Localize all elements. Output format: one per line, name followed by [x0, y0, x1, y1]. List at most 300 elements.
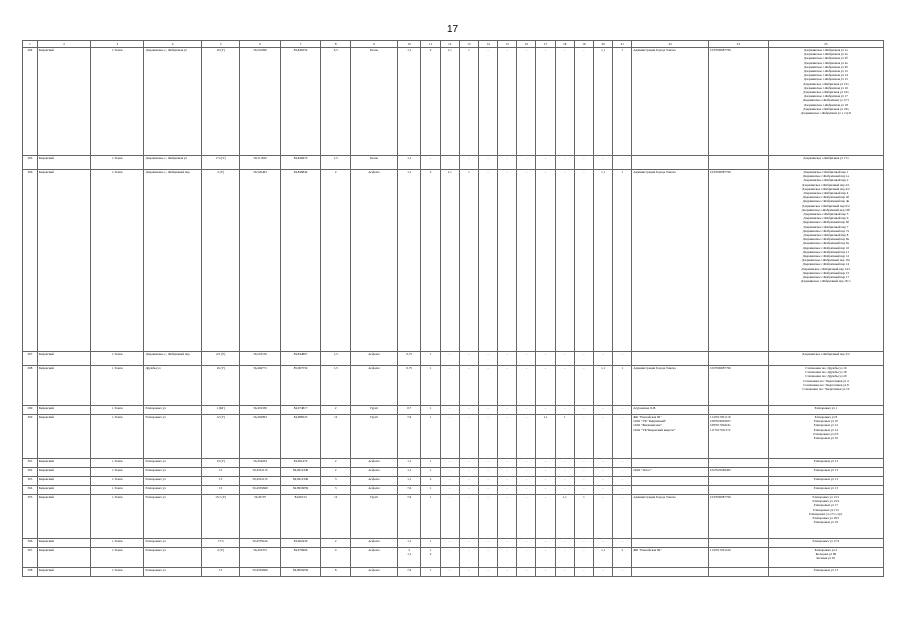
cell-text: 296	[27, 170, 33, 174]
cell-text: 7,6	[407, 486, 412, 490]
cell-text: 297	[27, 352, 33, 356]
cell-text: -	[506, 495, 508, 499]
table-cell	[240, 477, 280, 486]
cell-text: 1,5	[333, 156, 338, 160]
row-number-cell	[23, 539, 38, 548]
table-cell	[536, 568, 555, 577]
cell-text: -	[449, 459, 451, 463]
cell-text: 84,844807	[293, 352, 308, 356]
table-cell	[144, 568, 202, 577]
table-cell	[459, 568, 478, 577]
table-cell	[498, 539, 517, 548]
cell-text: 1	[429, 539, 432, 543]
cell-line: Кочевая ул 81	[816, 556, 836, 561]
table-cell	[351, 539, 398, 548]
cell-text: 1	[429, 568, 432, 572]
cell-text: 1,1	[562, 495, 567, 499]
cell-text: 56,456993	[253, 415, 267, 419]
address-list-cell	[768, 495, 883, 539]
cell-text: -	[545, 366, 547, 370]
column-header: 23	[709, 41, 769, 48]
table-cell	[632, 366, 709, 406]
table-cell	[37, 48, 90, 156]
table-cell	[321, 415, 351, 459]
table-cell	[440, 495, 459, 539]
table-cell	[632, 495, 709, 539]
table-cell	[613, 170, 632, 352]
table-cell	[555, 156, 574, 170]
table-cell	[201, 568, 239, 577]
cell-text: -	[525, 495, 527, 499]
table-cell	[440, 568, 459, 577]
cell-text: Асфальт	[368, 548, 380, 552]
table-cell	[240, 352, 280, 366]
table-row	[23, 156, 884, 170]
cell-text: -	[525, 170, 527, 174]
table-cell	[280, 352, 320, 366]
cell-text: -	[564, 477, 566, 481]
table-cell	[440, 486, 459, 495]
column-number-row	[23, 41, 884, 48]
cell-text: 56,520463	[253, 170, 267, 174]
cell-line: Елизаровых ул 17	[813, 503, 838, 508]
cell-text: -	[449, 568, 451, 572]
cell-text: Кировский	[38, 548, 54, 552]
table-cell	[632, 548, 709, 568]
cell-text: -	[487, 548, 489, 552]
table-cell	[37, 406, 90, 415]
cell-text: 1	[429, 468, 432, 472]
cell-text: -	[602, 459, 604, 463]
cell-line: Дзержинское с.Фабричная ул 15а	[803, 81, 849, 86]
table-cell	[613, 48, 632, 156]
table-cell	[144, 495, 202, 539]
table-cell	[280, 486, 320, 495]
cell-text: -	[564, 156, 566, 160]
cell-line: Дзержинское с.Фабричный пер 2/1	[802, 182, 850, 187]
table-cell	[536, 468, 555, 477]
table-row	[23, 352, 884, 366]
table-cell	[280, 495, 320, 539]
table-cell	[398, 495, 421, 539]
cell-line: Елизаровых ул 2	[814, 548, 838, 552]
cell-text: -	[468, 495, 470, 499]
cell-text: -	[525, 539, 527, 543]
cell-line: Дзержинское с.Фабричный пер 7а	[802, 228, 850, 233]
cell-text: -	[487, 406, 489, 410]
table-cell	[593, 477, 612, 486]
cell-text: -	[545, 477, 547, 481]
table-cell	[421, 477, 440, 486]
cell-text: 1,1	[601, 170, 606, 174]
table-cell	[351, 459, 398, 468]
cell-text: Кировский	[38, 352, 54, 356]
table-cell	[37, 415, 90, 459]
column-header: 4	[144, 41, 202, 48]
cell-text: -	[506, 468, 508, 472]
cell-line: Елизаровых ул 15/2	[812, 499, 840, 504]
cell-text: -	[583, 548, 585, 552]
table-cell	[321, 568, 351, 577]
cell-text: 1	[468, 48, 470, 52]
cell-text: -	[468, 406, 470, 410]
table-cell	[201, 495, 239, 539]
cell-text: 84,96313	[294, 495, 307, 499]
table-cell	[398, 486, 421, 495]
cell-line: Дзержинское с.Фабричная ул 4а	[804, 60, 848, 65]
cell-text: -	[468, 468, 470, 472]
register-table	[22, 40, 884, 577]
cell-text: -	[525, 468, 527, 472]
cell-line: Елизаровых ул 19	[813, 520, 838, 525]
table-cell	[421, 495, 440, 539]
address-list-cell	[768, 468, 883, 477]
cell-text: -	[449, 366, 451, 370]
table-cell	[280, 459, 320, 468]
cell-line: Дзержинское с.Фабричная ул 18а	[803, 106, 849, 111]
table-cell	[459, 477, 478, 486]
table-cell	[613, 486, 632, 495]
cell-line: Дзержинское с.Фабричный пер 10б	[801, 207, 850, 212]
table-cell	[459, 459, 478, 468]
cell-text: 298	[27, 366, 33, 370]
cell-text: -	[449, 352, 451, 356]
column-header: 2	[37, 41, 90, 48]
table-cell	[593, 156, 612, 170]
cell-text: 2	[334, 170, 337, 174]
cell-text: -	[468, 477, 470, 481]
table-cell	[478, 352, 497, 366]
table-cell	[321, 495, 351, 539]
row-number-cell	[23, 156, 38, 170]
cell-line: Дзержинское с.Фабричная ул 12	[803, 69, 848, 74]
cell-text: Асфальт	[368, 468, 380, 472]
table-cell	[144, 352, 202, 366]
table-cell	[201, 486, 239, 495]
table-cell	[421, 170, 440, 352]
table-cell	[240, 459, 280, 468]
cell-text: -	[429, 156, 432, 160]
table-cell	[280, 48, 320, 156]
cell-line: Елизаровых ул 18/1	[812, 516, 840, 521]
table-cell	[593, 548, 612, 568]
table-cell	[593, 366, 612, 406]
table-cell	[478, 468, 497, 477]
cell-text: 1	[429, 366, 432, 370]
table-cell	[613, 539, 632, 548]
table-cell	[144, 468, 202, 477]
table-cell	[37, 495, 90, 539]
table-cell	[709, 352, 769, 366]
table-cell	[498, 548, 517, 568]
address-list-cell	[768, 477, 883, 486]
cell-text: 84,8956059	[292, 486, 309, 490]
row-number-cell	[23, 459, 38, 468]
cell-text: Елизаровых ул	[145, 459, 166, 463]
table-cell	[555, 548, 574, 568]
table-cell	[517, 352, 536, 366]
cell-text: -	[449, 477, 451, 481]
column-header: 22	[632, 41, 709, 48]
table-row	[23, 568, 884, 577]
row-number-cell	[23, 48, 38, 156]
table-cell	[91, 352, 144, 366]
address-list-cell	[768, 548, 883, 568]
table-cell	[144, 477, 202, 486]
cell-text: 1147017021416	[710, 548, 731, 552]
cell-text: г. Томск	[111, 352, 123, 356]
table-cell	[632, 156, 709, 170]
table-cell	[517, 459, 536, 468]
cell-line: Дзержинское с.Фабричный пер 18 /1	[800, 279, 851, 284]
table-cell	[280, 415, 320, 459]
table-cell	[613, 477, 632, 486]
cell-text: 2	[429, 477, 432, 481]
table-cell	[574, 568, 593, 577]
row-number-cell	[23, 415, 38, 459]
table-cell	[593, 568, 612, 577]
table-cell	[440, 459, 459, 468]
cell-text: 1,1	[407, 552, 412, 557]
table-cell	[478, 459, 497, 468]
cell-line: Елизаровых ул 12	[813, 423, 838, 428]
table-cell	[555, 459, 574, 468]
cell-text: Елизаровых ул	[145, 539, 166, 543]
table-cell	[91, 459, 144, 468]
cell-text: 306	[27, 539, 33, 543]
cell-text: г. Томск	[111, 415, 123, 419]
cell-text: 1027025048465	[710, 468, 731, 472]
cell-line: Дзержинское с.Фабричный пер 4в	[802, 199, 850, 204]
cell-text: 56,4561113	[252, 468, 268, 472]
cell-text: -	[545, 170, 547, 174]
cell-text: 1,1	[407, 170, 412, 174]
table-cell	[478, 568, 497, 577]
address-list-cell	[768, 486, 883, 495]
cell-text: 1	[429, 406, 432, 410]
cell-text: -	[602, 477, 604, 481]
cell-line: 1117017011572	[710, 427, 731, 432]
cell-text: Бетон	[370, 48, 379, 52]
table-cell	[201, 548, 239, 568]
table-cell	[555, 48, 574, 156]
cell-line: Дзержинское с.Фабричная ул 15	[803, 77, 848, 82]
table-cell	[574, 352, 593, 366]
cell-line: Дзержинское с.Фабричный пер 8	[803, 233, 849, 238]
table-cell	[91, 415, 144, 459]
table-cell	[517, 548, 536, 568]
table-cell	[421, 415, 440, 459]
cell-text: Асфальт	[368, 459, 380, 463]
table-cell	[37, 477, 90, 486]
cell-text: 1,1	[447, 170, 452, 174]
cell-text: -	[545, 539, 547, 543]
cell-text: Кировский	[38, 170, 54, 174]
cell-text: 2	[429, 552, 432, 557]
cell-text: 1	[621, 48, 624, 52]
cell-text: Кировский	[38, 406, 54, 410]
cell-text: -	[545, 495, 547, 499]
table-cell	[351, 568, 398, 577]
cell-text: -	[545, 548, 547, 552]
table-cell	[421, 156, 440, 170]
table-cell	[144, 48, 202, 156]
cell-line: Степановка пос Дружбы ул 18	[805, 370, 847, 375]
cell-text: 84,976966	[293, 548, 308, 552]
cell-text: -	[487, 539, 489, 543]
cell-text: -	[449, 406, 451, 410]
cell-line: Дзержинское с.Фабричный пер 10	[802, 245, 850, 250]
table-cell	[536, 548, 555, 568]
table-cell	[37, 352, 90, 366]
table-cell	[398, 352, 421, 366]
cell-text: Дзержинское с., Фабричная ул	[145, 48, 187, 52]
table-body	[23, 48, 884, 577]
cell-text: -	[583, 477, 585, 481]
cell-text: -	[487, 352, 489, 356]
table-cell	[632, 352, 709, 366]
table-cell	[459, 156, 478, 170]
cell-text: Кировский	[38, 415, 54, 419]
table-cell	[517, 406, 536, 415]
cell-text: 12	[334, 495, 338, 499]
table-cell	[478, 477, 497, 486]
table-cell	[709, 568, 769, 577]
table-cell	[498, 495, 517, 539]
table-cell	[321, 468, 351, 477]
cell-text: Кировский	[38, 539, 54, 543]
table-cell	[574, 48, 593, 156]
cell-text: Бетон	[370, 156, 379, 160]
cell-text: 1,1	[407, 539, 412, 543]
table-cell	[421, 459, 440, 468]
table-cell	[536, 352, 555, 366]
table-cell	[593, 468, 612, 477]
cell-text: -	[525, 459, 527, 463]
cell-text: 15/1 (У)	[215, 495, 227, 499]
cell-text: 1	[583, 495, 585, 499]
table-cell	[613, 156, 632, 170]
cell-text: -	[506, 366, 508, 370]
table-row	[23, 415, 884, 459]
table-cell	[398, 366, 421, 406]
cell-text: 84,962439	[293, 539, 308, 543]
cell-text: -	[583, 486, 585, 490]
table-cell	[478, 366, 497, 406]
cell-text: -	[545, 568, 547, 572]
cell-text: -	[487, 156, 489, 160]
cell-text: -	[506, 568, 508, 572]
table-cell	[144, 415, 202, 459]
table-cell	[421, 539, 440, 548]
table-cell	[351, 48, 398, 156]
cell-text: 1037000087706	[710, 170, 731, 174]
cell-line: Дзержинское с.Фабричная ул 16а	[803, 90, 849, 95]
column-header: 21	[613, 41, 632, 48]
address-list-cell	[768, 459, 883, 468]
table-cell	[517, 366, 536, 406]
table-cell	[613, 352, 632, 366]
table-cell	[144, 539, 202, 548]
cell-line: Степановка пос Энергетиков ул 4	[803, 378, 849, 383]
table-cell	[459, 170, 478, 352]
table-cell	[574, 406, 593, 415]
cell-text: 84,846552	[293, 48, 308, 52]
table-cell	[37, 539, 90, 548]
table-row	[23, 406, 884, 415]
column-header: 14	[478, 41, 497, 48]
cell-text: -	[564, 539, 566, 543]
table-cell	[613, 366, 632, 406]
cell-text: -	[449, 539, 451, 543]
table-cell	[555, 539, 574, 548]
cell-text: -	[506, 170, 508, 174]
cell-text: 84,9012349	[292, 468, 309, 472]
cell-line: Дзержинское с.Фабричный пер 1	[803, 170, 849, 174]
cell-text: -	[468, 548, 470, 552]
cell-line: Дзержинское с.Фабричная ул 4б	[803, 64, 848, 69]
table-cell	[632, 406, 709, 415]
table-cell	[459, 366, 478, 406]
row-number-cell	[23, 366, 38, 406]
cell-text: Дзержинское с., Фабричная ул	[145, 156, 187, 160]
cell-text: -	[583, 459, 585, 463]
column-header: 17	[536, 41, 555, 48]
cell-text: -	[468, 366, 470, 370]
cell-text: 56,494771	[253, 366, 267, 370]
table-cell	[398, 406, 421, 415]
table-cell	[459, 539, 478, 548]
cell-line: Дзержинское с.Фабричный пер 15	[802, 270, 850, 275]
table-cell	[321, 486, 351, 495]
table-cell	[593, 406, 612, 415]
table-cell	[478, 486, 497, 495]
table-cell	[351, 366, 398, 406]
table-cell	[709, 548, 769, 568]
table-cell	[280, 406, 320, 415]
cell-text: Елизаровых ул	[145, 495, 166, 499]
table-cell	[321, 48, 351, 156]
table-cell	[398, 48, 421, 156]
cell-line: Дзержинское с.Фабричный пер 12	[802, 254, 850, 259]
table-cell	[91, 406, 144, 415]
cell-text: 300	[27, 415, 33, 419]
cell-line: Дзержинское с.Фабричный пер 1а	[802, 174, 850, 179]
cell-text: 56,45707	[254, 495, 267, 499]
table-cell	[440, 406, 459, 415]
table-cell	[459, 48, 478, 156]
table-cell	[321, 406, 351, 415]
table-cell	[37, 170, 90, 352]
cell-text: 84,846844	[293, 170, 308, 174]
table-cell	[632, 477, 709, 486]
cell-text: Елизаровых ул	[145, 548, 166, 552]
cell-text: -	[621, 539, 623, 543]
table-cell	[240, 156, 280, 170]
cell-text: 1037000087706	[710, 48, 731, 52]
cell-text: 1,1	[543, 415, 548, 419]
cell-text: 56,511832	[253, 156, 267, 160]
cell-text: 1037000087706	[710, 366, 731, 370]
column-header: 8	[321, 41, 351, 48]
table-row	[23, 468, 884, 477]
cell-text: -	[583, 170, 585, 174]
cell-text: -	[525, 486, 527, 490]
cell-line: Елизаровых ул 17а	[813, 507, 839, 512]
cell-text: -	[583, 568, 585, 572]
table-row	[23, 539, 884, 548]
cell-text: -	[525, 352, 527, 356]
